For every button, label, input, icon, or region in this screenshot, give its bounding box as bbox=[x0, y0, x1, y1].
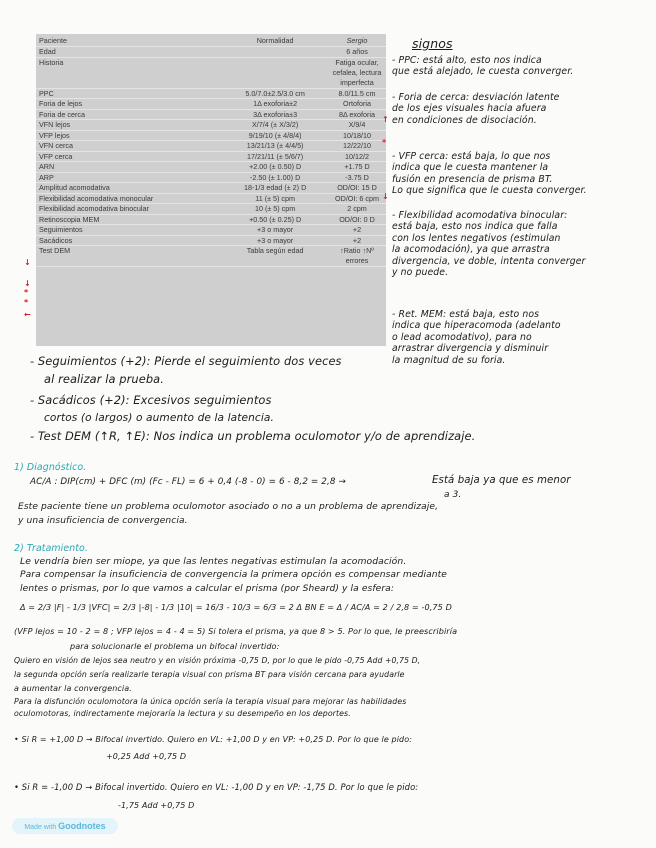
table-row bbox=[36, 204, 386, 215]
diagnostico-formula: AC/A : DIP(cm) + DFC (m) (Fc - FL) = 6 + 0,4 (-8 - 0) = 6 - 8,2 = 2,8 → bbox=[30, 477, 346, 487]
row-label: Amplitud acomodativa bbox=[36, 183, 222, 194]
row-normal-value bbox=[222, 57, 328, 88]
row-patient-value: 10/12/2 bbox=[328, 151, 386, 162]
red-arrow-icon: ← bbox=[24, 310, 31, 319]
row-normal-value: 1Δ exoforia±2 bbox=[222, 99, 328, 110]
table-row bbox=[36, 47, 386, 58]
table-row bbox=[36, 162, 386, 173]
table-row bbox=[36, 246, 386, 267]
table-row bbox=[36, 225, 386, 236]
tratamiento-line: lentes o prismas, por lo que vamos a calcular el prisma (por Sheard) y la esfera: bbox=[20, 584, 395, 594]
table-row bbox=[36, 57, 386, 88]
note-seguimientos-2: al realizar la prueba. bbox=[44, 372, 164, 386]
logo-prefix: Made with bbox=[24, 824, 57, 831]
tratamiento-line: Le vendría bien ser miope, ya que las lentes negativas estimulan la acomodación. bbox=[20, 556, 407, 567]
option-plus: • Si R = +1,00 D → Bifocal invertido. Quiero en VL: +1,00 D y en VP: +0,25 D. Por lo que le pido: bbox=[14, 735, 412, 744]
row-label: PPC bbox=[36, 88, 222, 99]
option-minus-result: -1,75 Add +0,75 D bbox=[118, 801, 195, 810]
tratamiento-line: (VFP lejos = 10 - 2 = 8 ; VFP lejos = 4 - 4 = 5) Si tolera el prisma, ya que 8 > 5. Por lo que, le preescribiría bbox=[14, 626, 458, 636]
tratamiento-line: Para compensar la insuficiencia de convergencia la primera opción es compensar mediante bbox=[20, 570, 447, 580]
table-row bbox=[36, 130, 386, 141]
diagnostico-heading: 1) Diagnóstico. bbox=[14, 462, 87, 473]
row-label: Test DEM bbox=[36, 246, 222, 267]
table-row bbox=[36, 214, 386, 225]
row-normal-value: 3Δ exoforia±3 bbox=[222, 109, 328, 120]
row-label: Sacádicos bbox=[36, 235, 222, 246]
red-arrow-icon: * bbox=[382, 138, 387, 147]
row-normal-value: 13/21/13 (± 4/4/5) bbox=[222, 141, 328, 152]
row-patient-value: 2 cpm bbox=[328, 204, 386, 215]
row-normal-value bbox=[222, 47, 328, 58]
row-label: Edad bbox=[36, 47, 222, 58]
row-label: Seguimientos bbox=[36, 225, 222, 236]
table-header: Sergio bbox=[328, 34, 386, 47]
table-row bbox=[36, 88, 386, 99]
note-ppc: - PPC: está alto, esto nos indica que está alejado, le cuesta converger. bbox=[392, 55, 574, 78]
note-mem: - Ret. MEM: está baja, esto nos indica que hiperacomoda (adelanto o lead acomodativo), para no arrastrar divergencia y disminuir la magnitud de su foria. bbox=[392, 309, 561, 366]
row-patient-value: OD/OI: 15 D bbox=[328, 183, 386, 194]
row-normal-value: Tabla según edad bbox=[222, 246, 328, 267]
row-label: ARN bbox=[36, 162, 222, 173]
row-label: Flexibilidad acomodativa monocular bbox=[36, 193, 222, 204]
table-row bbox=[36, 183, 386, 194]
tratamiento-heading: 2) Tratamiento. bbox=[14, 543, 88, 554]
goodnotes-logo bbox=[12, 818, 118, 834]
row-patient-value: +2 bbox=[328, 225, 386, 236]
tratamiento-line: para solucionarle el problema un bifocal invertido: bbox=[70, 641, 280, 651]
red-arrow-icon: * bbox=[24, 298, 29, 307]
table-row bbox=[36, 109, 386, 120]
clinical-table-image bbox=[36, 34, 386, 346]
tratamiento-line: oculomotoras, indirectamente mejoraría la lectura y su desempeño en los deportes. bbox=[14, 709, 351, 718]
row-label: VFP cerca bbox=[36, 151, 222, 162]
row-normal-value: -2.50 (± 1.00) D bbox=[222, 172, 328, 183]
tratamiento-line: la segunda opción sería realizarle terapia visual con prisma BT para visión cercana para ayudarle bbox=[14, 670, 405, 679]
tratamiento-line: Quiero en visión de lejos sea neutro y en visión próxima -0,75 D, por lo que le pido -0,75 Add +0,75 D, bbox=[14, 656, 421, 665]
row-normal-value: +0.50 (± 0.25) D bbox=[222, 214, 328, 225]
row-label: Foria de cerca bbox=[36, 109, 222, 120]
row-patient-value: -3.75 D bbox=[328, 172, 386, 183]
diagnostico-text-2: y una insuficiencia de convergencia. bbox=[18, 516, 188, 526]
table-row bbox=[36, 151, 386, 162]
row-patient-value: ↑Ratio ↑Nº errores bbox=[328, 246, 386, 267]
row-normal-value: 9/19/10 (± 4/8/4) bbox=[222, 130, 328, 141]
table-row bbox=[36, 172, 386, 183]
diagnostico-formula-end-2: a 3. bbox=[444, 490, 462, 500]
table-row bbox=[36, 120, 386, 131]
red-arrow-icon: * bbox=[24, 288, 29, 297]
tratamiento-formula: Δ = 2/3 |F| - 1/3 |VFC| = 2/3 |-8| - 1/3 |10| = 16/3 - 10/3 = 6/3 = 2 Δ BN E = Δ / AC/A = 2 / 2,8 = -0,75 D bbox=[20, 602, 452, 612]
row-label: Retinoscopia MEM bbox=[36, 214, 222, 225]
row-patient-value: Ortoforia bbox=[328, 99, 386, 110]
table-row bbox=[36, 141, 386, 152]
table-row bbox=[36, 99, 386, 110]
row-normal-value: +2.00 (± 0.50) D bbox=[222, 162, 328, 173]
tratamiento-line: Para la disfunción oculomotora la única opción sería la terapia visual para mejorar las habilidades bbox=[14, 697, 407, 706]
row-normal-value: +3 o mayor bbox=[222, 235, 328, 246]
red-arrow-icon: ↓ bbox=[24, 258, 31, 267]
row-label: Historia bbox=[36, 57, 222, 88]
red-arrow-icon: ↓ bbox=[24, 279, 31, 288]
note-sacadicos-2: cortos (o largos) o aumento de la latencia. bbox=[44, 412, 274, 424]
row-label: VFN lejos bbox=[36, 120, 222, 131]
diagnostico-formula-end: Está baja ya que es menor bbox=[432, 475, 571, 486]
row-normal-value: 11 (± 5) cpm bbox=[222, 193, 328, 204]
row-label: VFN cerca bbox=[36, 141, 222, 152]
diagnostico-text: Este paciente tiene un problema oculomotor asociado o no a un problema de aprendizaje, bbox=[18, 502, 439, 512]
row-normal-value: +3 o mayor bbox=[222, 225, 328, 236]
table-row bbox=[36, 235, 386, 246]
logo-name: Goodnotes bbox=[58, 821, 106, 831]
row-patient-value: Fatiga ocular, cefalea, lectura imperfecta bbox=[328, 57, 386, 88]
table-header-row bbox=[36, 34, 386, 47]
option-plus-result: +0,25 Add +0,75 D bbox=[106, 752, 187, 761]
row-label: VFP lejos bbox=[36, 130, 222, 141]
row-patient-value: +1.75 D bbox=[328, 162, 386, 173]
note-vfp: - VFP cerca: está baja, lo que nos indica que le cuesta mantener la fusión en presencia de prisma BT. Lo que significa que le cuesta converger. bbox=[392, 151, 587, 197]
row-patient-value: 8.0/11.5 cm bbox=[328, 88, 386, 99]
tratamiento-line: a aumentar la convergencia. bbox=[14, 684, 132, 693]
row-normal-value: 17/21/11 (± 5/6/7) bbox=[222, 151, 328, 162]
row-patient-value: 12/22/10 bbox=[328, 141, 386, 152]
red-arrow-icon: ↓ bbox=[382, 192, 389, 201]
table-header: Paciente bbox=[36, 34, 222, 47]
note-foria: - Foria de cerca: desviación latente de los ejes visuales hacia afuera en condiciones de disociación. bbox=[392, 92, 560, 126]
table-header: Normalidad bbox=[222, 34, 328, 47]
row-label: Foria de lejos bbox=[36, 99, 222, 110]
row-patient-value: X/9/4 bbox=[328, 120, 386, 131]
option-minus: • Si R = -1,00 D → Bifocal invertido. Quiero en VL: -1,00 D y en VP: -1,75 D. Por lo que le pido: bbox=[14, 782, 419, 792]
row-normal-value: 18-1/3 edad (± 2) D bbox=[222, 183, 328, 194]
note-flex: - Flexibilidad acomodativa binocular: está baja, esto nos indica que falla con los lentes negativos (estimulan la acomodación), ya que arrastra divergencia, ve doble, intenta converger y no puede. bbox=[392, 210, 586, 279]
clinical-table bbox=[36, 34, 386, 267]
row-patient-value: OD/OI: 0 D bbox=[328, 214, 386, 225]
row-patient-value: 6 años bbox=[328, 47, 386, 58]
row-patient-value: OD/OI: 6 cpm bbox=[328, 193, 386, 204]
row-patient-value: +2 bbox=[328, 235, 386, 246]
note-seguimientos: - Seguimientos (+2): Pierde el seguimiento dos veces bbox=[30, 354, 342, 368]
note-sacadicos: - Sacádicos (+2): Excesivos seguimientos bbox=[30, 393, 272, 407]
table-row bbox=[36, 193, 386, 204]
row-normal-value: 5.0/7.0±2.5/3.0 cm bbox=[222, 88, 328, 99]
note-dem: - Test DEM (↑R, ↑E): Nos indica un problema oculomotor y/o de aprendizaje. bbox=[30, 429, 476, 443]
row-label: Flexibilidad acomodativa binocular bbox=[36, 204, 222, 215]
red-arrow-icon: ↑ bbox=[382, 115, 389, 124]
row-patient-value: 8Δ exoforia bbox=[328, 109, 386, 120]
row-patient-value: 10/18/10 bbox=[328, 130, 386, 141]
signos-title: signos bbox=[412, 36, 453, 51]
row-label: ARP bbox=[36, 172, 222, 183]
row-normal-value: 10 (± 5) cpm bbox=[222, 204, 328, 215]
row-normal-value: X/7/4 (± X/3/2) bbox=[222, 120, 328, 131]
